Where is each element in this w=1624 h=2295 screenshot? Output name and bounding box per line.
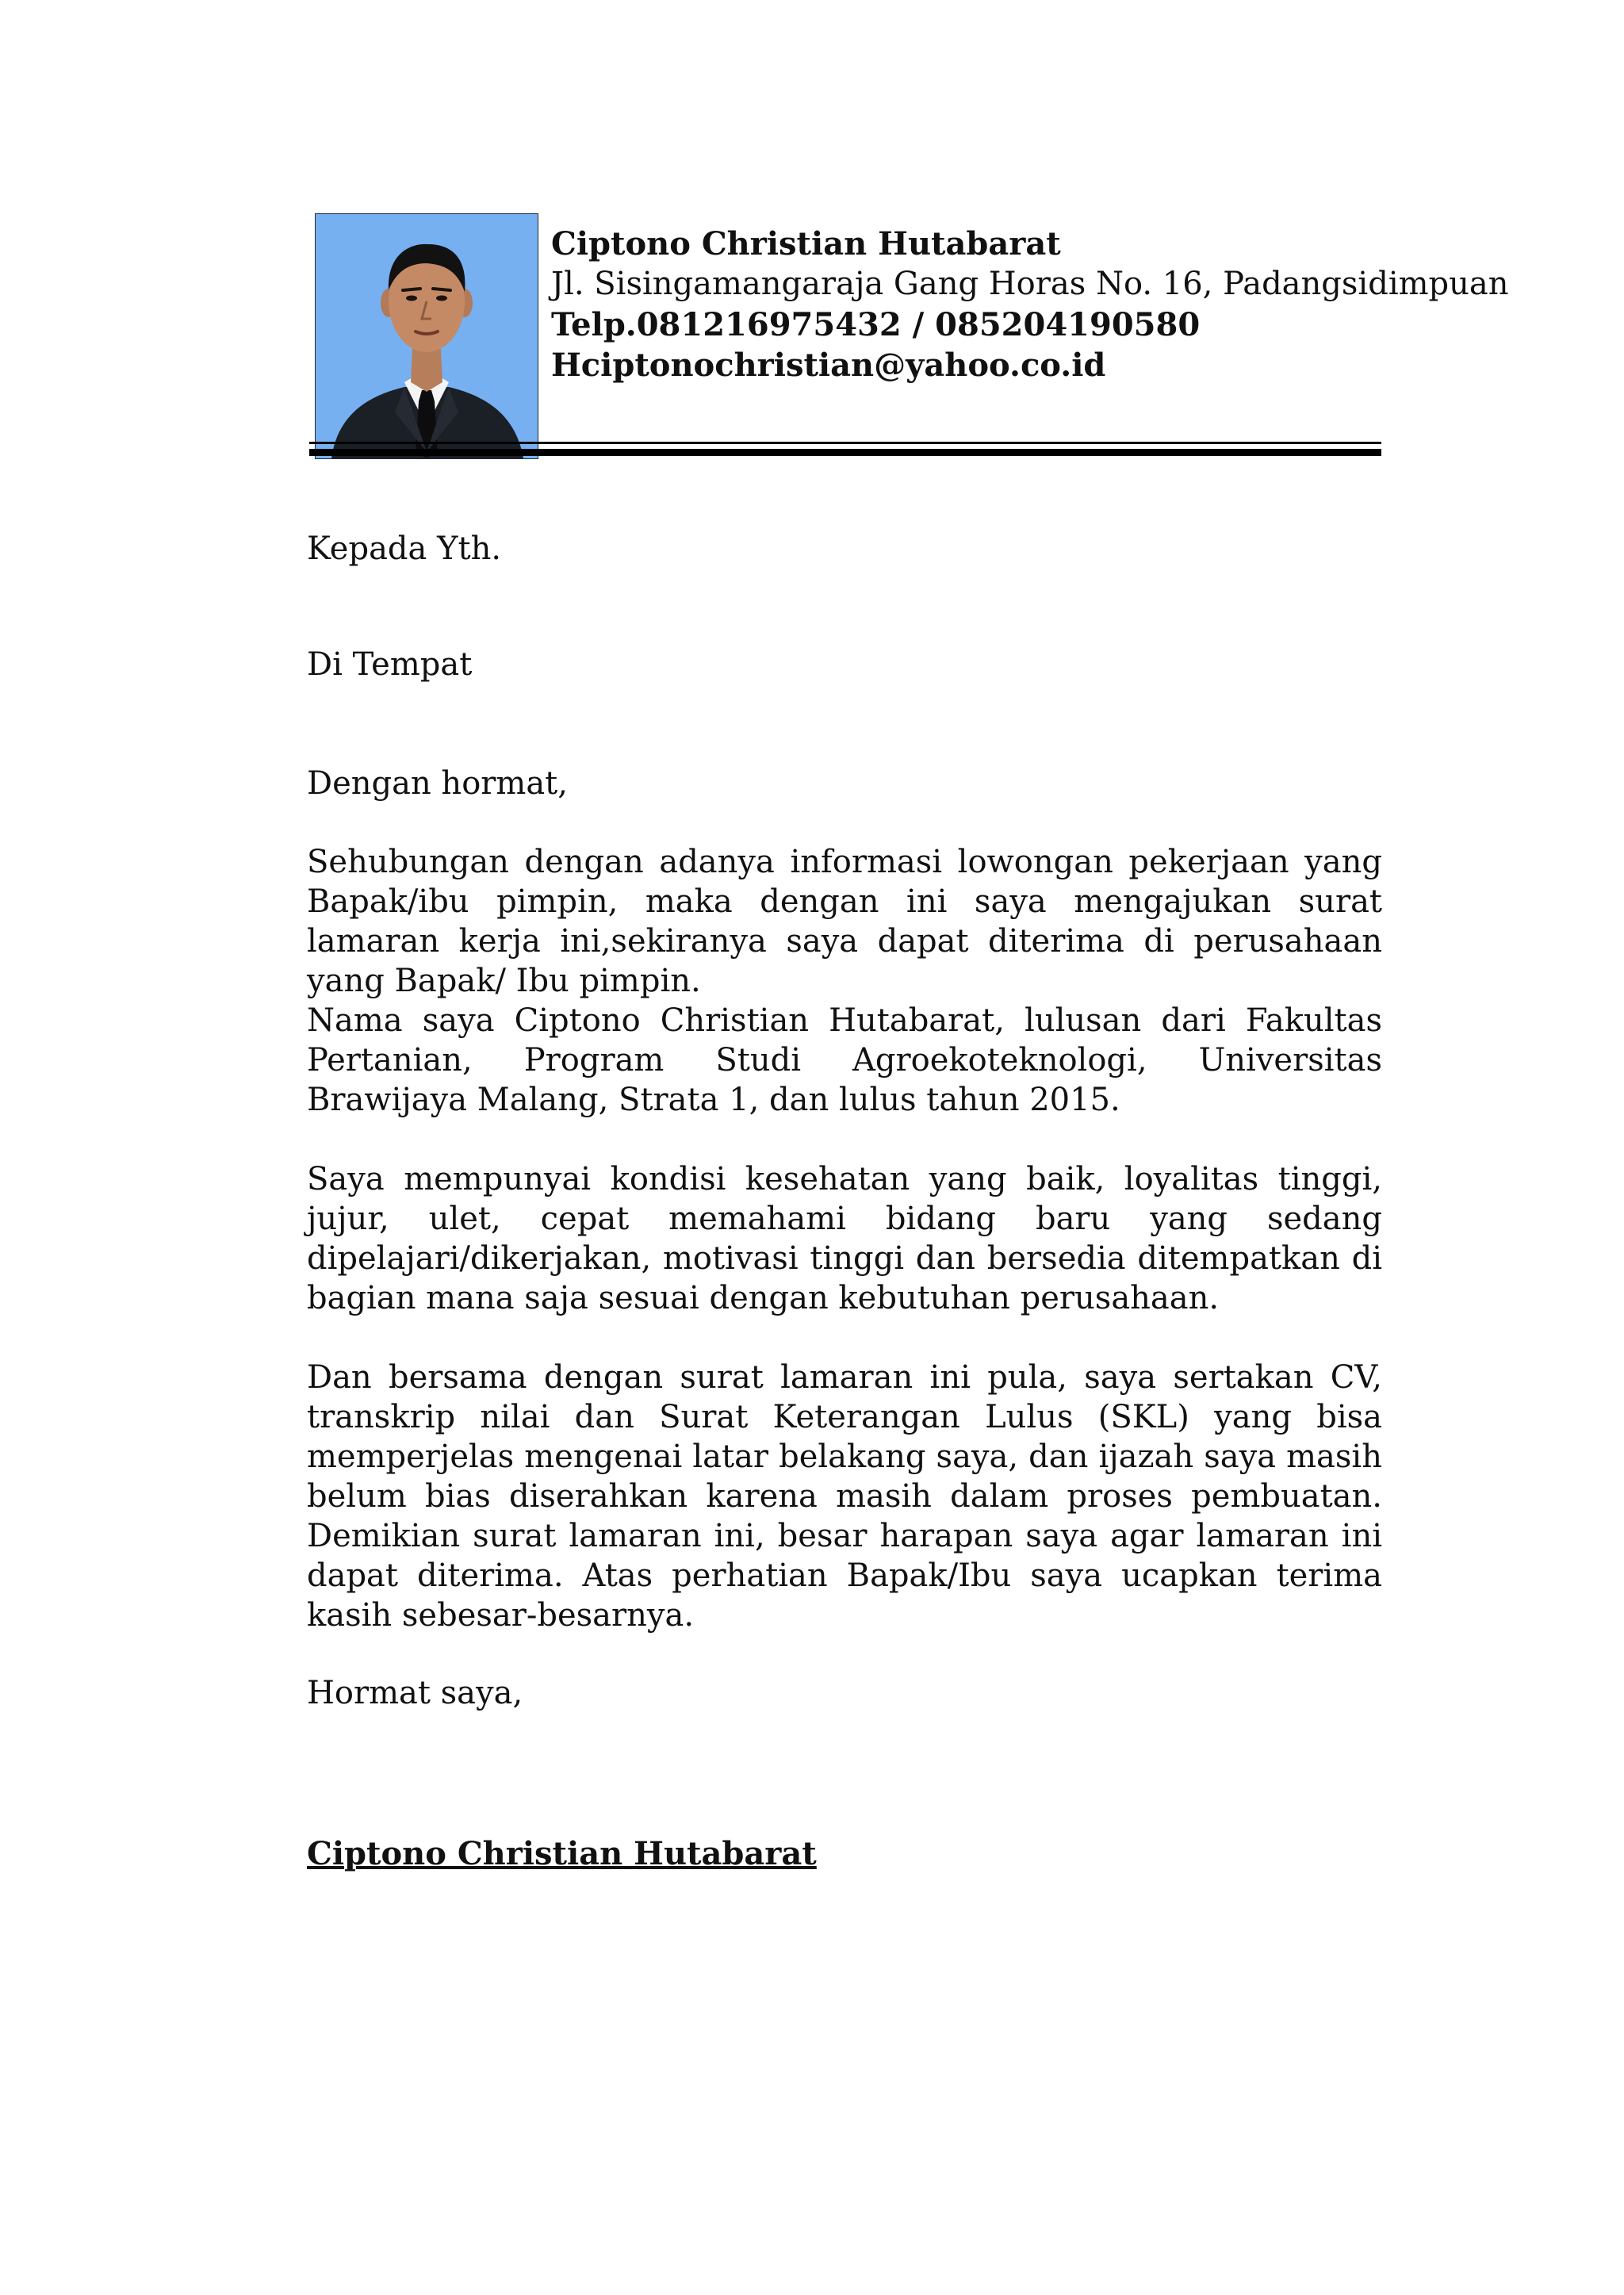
sender-email: Hciptonochristian@yahoo.co.id [551, 347, 1106, 384]
header-divider-thin [309, 442, 1381, 444]
closing-line: Hormat saya, [307, 1675, 523, 1711]
profile-photo-image [316, 214, 538, 458]
greeting-line: Dengan hormat, [307, 765, 568, 802]
location-line: Di Tempat [307, 646, 473, 683]
body-paragraph: Sehubungan dengan adanya informasi lowongan pekerjaan yang Bapak/ibu pimpin, maka dengan ini saya mengajukan surat lamaran kerja ini,sekiranya saya dapat diterima di perusahaan yang Bapak/ Ibu pimpin. [307, 844, 1382, 999]
sender-address: Jl. Sisingamangaraja Gang Horas No. 16, Padangsidimpuan [551, 266, 1509, 302]
body-paragraph: Saya mempunyai kondisi kesehatan yang baik, loyalitas tinggi, jujur, ulet, cepat memahami bidang baru yang sedang dipelajari/dikerjakan, motivasi tinggi dan bersedia ditempatkan di bagian mana saja sesuai dengan kebutuhan perusahaan. [307, 1161, 1382, 1316]
signature-name: Ciptono Christian Hutabarat [307, 1835, 817, 1872]
body-paragraph: Dan bersama dengan surat lamaran ini pula, saya sertakan CV, transkrip nilai dan Surat Keterangan Lulus (SKL) yang bisa memperjelas mengenai latar belakang saya, dan ijazah saya masih belum bias diserahkan karena masih dalam proses pembuatan. Demikian surat lamaran ini, besar harapan saya agar lamaran ini dapat diterima. Atas perhatian Bapak/Ibu saya ucapkan terima kasih sebesar-besarnya. [307, 1359, 1382, 1634]
recipient-line: Kepada Yth. [307, 531, 502, 567]
sender-phone: Telp.081216975432 / 085204190580 [551, 306, 1201, 343]
profile-photo [316, 214, 538, 458]
sender-info [551, 224, 1509, 385]
sender-name: Ciptono Christian Hutabarat [551, 225, 1061, 262]
body-paragraph: Nama saya Ciptono Christian Hutabarat, lulusan dari Fakultas Pertanian, Program Studi Agroekoteknologi, Universitas Brawijaya Malang, Strata 1, dan lulus tahun 2015. [307, 1002, 1382, 1118]
header-divider-thick [309, 449, 1381, 456]
